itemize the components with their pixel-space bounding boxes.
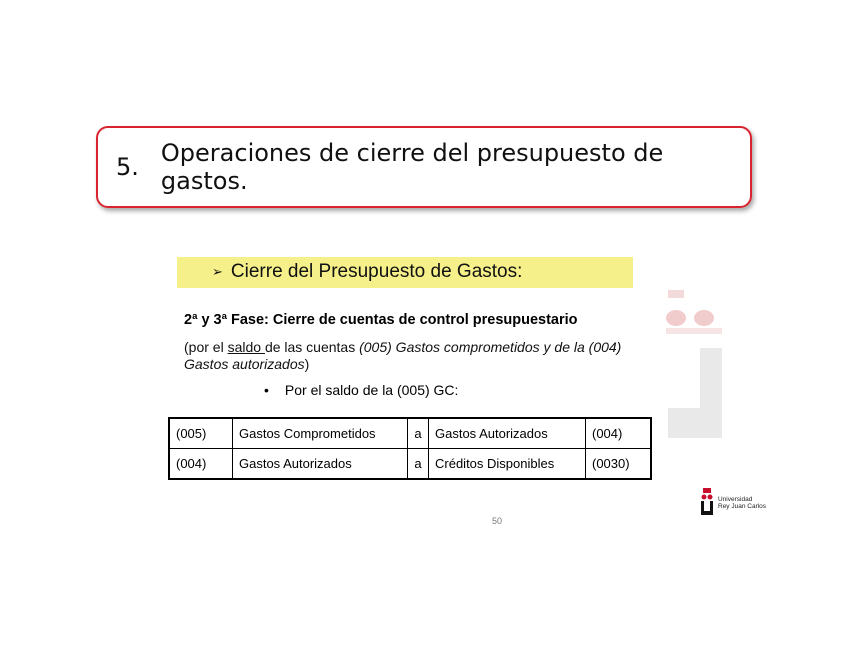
university-logo xyxy=(700,488,766,518)
bullet-dot-icon: • xyxy=(264,382,269,398)
section-number: 5. xyxy=(116,153,139,181)
table-cell: Gastos Autorizados xyxy=(233,449,408,480)
logo-text xyxy=(718,496,766,510)
section-title: Operaciones de cierre del presupuesto de gastos. xyxy=(160,139,664,195)
arrow-bullet-icon: ➢ xyxy=(212,264,223,279)
slide-heading xyxy=(212,261,522,283)
page-number: 50 xyxy=(492,516,503,526)
table-cell: a xyxy=(408,418,429,449)
table-cell: a xyxy=(408,449,429,480)
description-paragraph xyxy=(184,339,634,373)
table-cell: (005) xyxy=(169,418,233,449)
table-cell: Gastos Autorizados xyxy=(429,418,586,449)
table-cell: Gastos Comprometidos xyxy=(233,418,408,449)
university-watermark-icon xyxy=(664,288,724,448)
table-cell: (004) xyxy=(169,449,233,480)
phase-subheading: 2ª y 3ª Fase: Cierre de cuentas de control presupuestario xyxy=(184,312,578,328)
bullet-text: Por el saldo de la (005) GC: xyxy=(284,382,459,398)
slide-heading-text: Cierre del Presupuesto de Gastos: xyxy=(230,261,523,282)
para-text: ) xyxy=(304,356,310,372)
table-row xyxy=(169,418,651,449)
table-cell: (0030) xyxy=(586,449,652,480)
bullet-item xyxy=(264,382,458,398)
para-text: de las cuentas xyxy=(264,339,360,355)
para-saldo: saldo xyxy=(227,339,265,355)
table-cell: Créditos Disponibles xyxy=(429,449,586,480)
section-title-box xyxy=(96,126,752,208)
urjc-logo-icon xyxy=(700,488,714,518)
table-cell: (004) xyxy=(586,418,652,449)
logo-line: Universidad xyxy=(718,496,753,503)
para-italic: (005) Gastos comprometidos y de la (004) Gastos autorizados xyxy=(184,339,622,372)
table-row xyxy=(169,449,651,480)
para-text: (por el xyxy=(184,339,228,355)
logo-line: Rey Juan Carlos xyxy=(718,503,767,510)
accounting-entries-table xyxy=(168,417,652,480)
